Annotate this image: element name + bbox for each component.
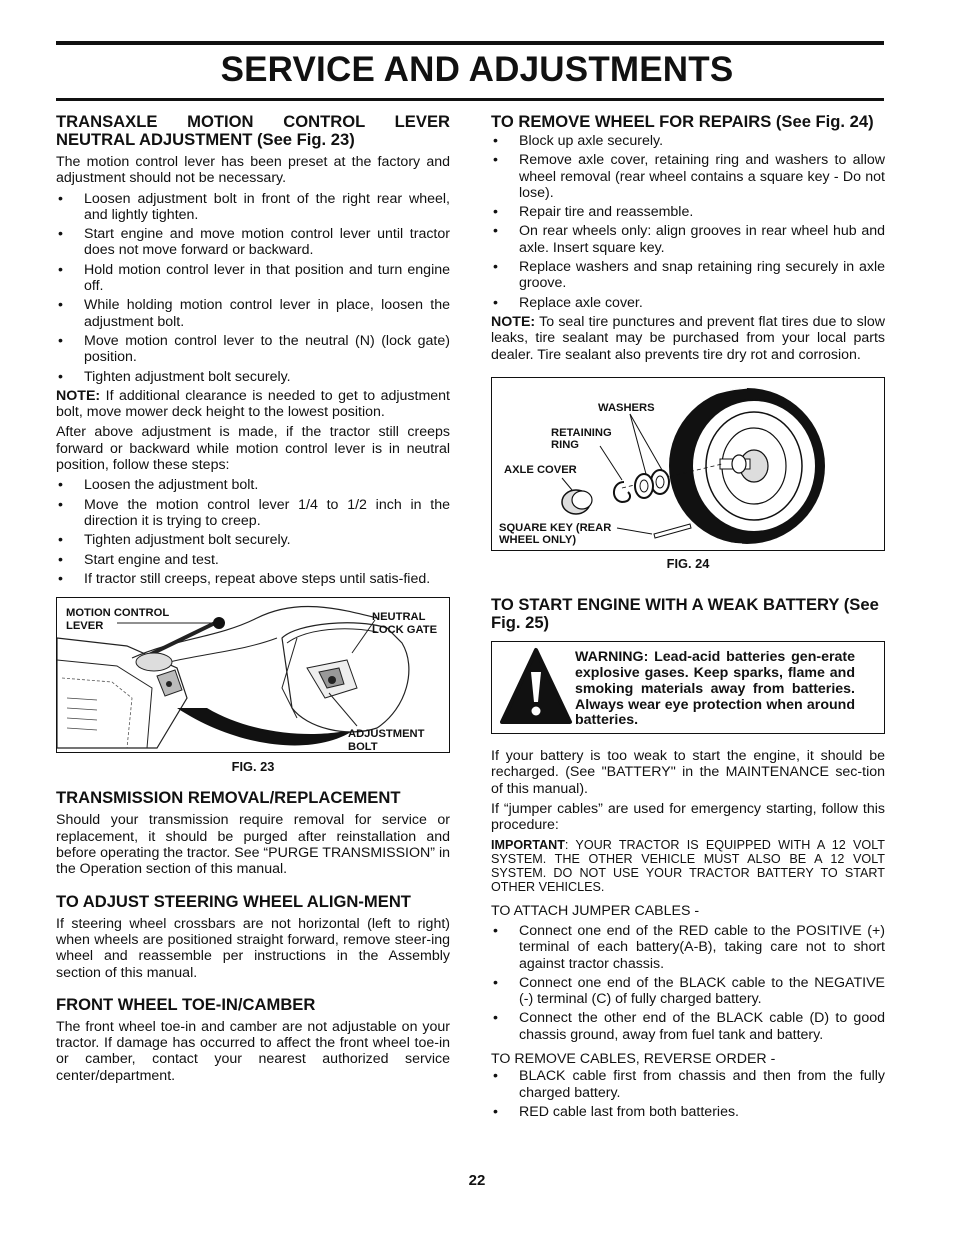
toein-text: The front wheel toe-in and camber are not adjustable on your tractor. If damage has occurred to affect the front wheel toe-in or camber, contact your nearest authorized service center/department. — [56, 1018, 450, 1084]
transaxle-after: After above adjustment is made, if the tractor still creeps forward or backward while motion control lever is in neutral position, follow these steps: — [56, 424, 450, 474]
important-text: : YOUR TRACTOR IS EQUIPPED WITH A 12 VOLT SYSTEM. THE OTHER VEHICLE MUST ALSO BE A 12 VOLT SYSTEM. DO NOT USE YOUR TRACTOR BATTERY TO START OTHER VEHICLES. — [491, 837, 885, 894]
figure-24 — [491, 377, 885, 551]
transaxle-intro: The motion control lever has been preset at the factory and adjustment should not be necessary. — [56, 154, 450, 187]
list-item: • Connect the other end of the BLACK cable (D) to good chassis ground, away from fuel tank and battery. — [491, 1010, 885, 1043]
note-label: NOTE: — [56, 387, 101, 404]
list-item: • Connect one end of the BLACK cable to the NEGATIVE (-) terminal (C) of fully charged battery. — [491, 975, 885, 1008]
important-note — [491, 838, 885, 894]
list-item: • Tighten adjustment bolt securely. — [56, 369, 450, 385]
note-text: If additional clearance is needed to get to adjustment bolt, move mower deck height to the lowest position. — [56, 387, 450, 421]
page-number: 22 — [468, 1172, 486, 1189]
list-item: • Move the motion control lever 1/4 to 1/2 inch in the direction it is trying to creep. — [56, 497, 450, 530]
transaxle-steps-2 — [56, 477, 450, 587]
toein-heading: FRONT WHEEL TOE-IN/CAMBER — [56, 994, 316, 1014]
transaxle-note — [56, 388, 450, 421]
top-rule — [56, 41, 884, 45]
transaxle-steps — [56, 191, 450, 385]
right-column — [491, 113, 885, 1123]
note-label: NOTE: — [491, 313, 536, 330]
attach-steps — [491, 923, 885, 1043]
transmission-section — [56, 789, 450, 877]
wheel-steps — [491, 133, 885, 311]
list-item: • Tighten adjustment bolt securely. — [56, 532, 450, 548]
toein-section — [56, 996, 450, 1084]
steering-heading: TO ADJUST STEERING WHEEL ALIGN-MENT — [56, 891, 411, 911]
left-column — [56, 113, 450, 1088]
list-item: • On rear wheels only: align grooves in rear wheel hub and axle. Insert square key. — [491, 223, 885, 256]
warning-box — [491, 641, 885, 734]
label-square-key: SQUARE KEY (REAR WHEEL ONLY) — [499, 521, 612, 547]
remove-steps — [491, 1068, 885, 1120]
list-item: • Replace washers and snap retaining ring securely in axle groove. — [491, 259, 885, 292]
wheel-section — [491, 113, 885, 363]
label-motion-control-lever: MOTION CONTROL LEVER — [66, 607, 170, 632]
transmission-text: Should your transmission require removal for service or replacement, it should be purged after reinstallation and before operating the tractor. See “PURGE TRANSMISSION” in the Operation section of this manual. — [56, 812, 450, 878]
list-item: • While holding motion control lever in place, loosen the adjustment bolt. — [56, 297, 450, 330]
transaxle-heading: TRANSAXLE MOTION CONTROL LEVER NEUTRAL ADJUSTMENT (See Fig. 23) — [56, 112, 450, 149]
list-item: • Start engine and test. — [56, 552, 450, 568]
battery-p1: If your battery is too weak to start the engine, it should be recharged. (See "BATTERY" in the MAINTENANCE sec-tion of this manual). — [491, 748, 885, 797]
warning-triangle-icon — [498, 644, 574, 732]
attach-heading: TO ATTACH JUMPER CABLES - — [491, 902, 700, 919]
wheel-note — [491, 314, 885, 363]
list-item: • Repair tire and reassemble. — [491, 204, 885, 220]
warning-label: WARNING — [575, 649, 644, 666]
page-title: SERVICE AND ADJUSTMENTS — [220, 50, 734, 89]
note-text: To seal tire punctures and prevent flat tires due to slow leaks, tire sealant may be purchased from your local parts dealer. Tire sealant also prevents tire dry rot and corrosion. — [491, 313, 885, 363]
list-item: • Move motion control lever to the neutral (N) (lock gate) position. — [56, 333, 450, 366]
list-item: • RED cable last from both batteries. — [491, 1104, 885, 1120]
battery-section — [491, 596, 885, 1120]
wheel-heading: TO REMOVE WHEEL FOR REPAIRS (See Fig. 24) — [491, 112, 874, 131]
steering-section — [56, 893, 450, 981]
transmission-heading: TRANSMISSION REMOVAL/REPLACEMENT — [56, 788, 401, 808]
list-item: • Block up axle securely. — [491, 133, 885, 149]
label-axle-cover: AXLE COVER — [504, 463, 577, 476]
title-rule — [56, 98, 884, 101]
list-item: • Replace axle cover. — [491, 295, 885, 311]
important-label: IMPORTANT — [491, 837, 565, 852]
figure-23 — [56, 597, 450, 753]
figure-23-caption: FIG. 23 — [231, 759, 275, 775]
list-item: • Remove axle cover, retaining ring and washers to allow wheel removal (rear wheel contains a square key - Do not lose). — [491, 152, 885, 201]
battery-p2: If “jumper cables” are used for emergency starting, follow this procedure: — [491, 801, 885, 834]
steering-text: If steering wheel crossbars are not horizontal (left to right) when wheels are positioned straight forward, remove steer-ing wheel and reassemble per instructions in the Assembly section of this manual. — [56, 915, 450, 981]
warning-body: : Lead-acid batteries gen-erate explosive gases. Keep sparks, flame and smoking materials away from batteries. Always wear eye protection when around batteries. — [575, 649, 855, 729]
remove-heading: TO REMOVE CABLES, REVERSE ORDER - — [491, 1051, 776, 1068]
figure-24-caption: FIG. 24 — [666, 555, 710, 571]
battery-heading: TO START ENGINE WITH A WEAK BATTERY (See Fig. 25) — [491, 595, 879, 633]
warning-text — [575, 650, 855, 729]
label-retaining-ring: RETAINING RING — [551, 426, 612, 452]
label-adjustment-bolt: ADJUSTMENT BOLT — [348, 728, 425, 753]
label-neutral-lock-gate: NEUTRAL LOCK GATE — [372, 611, 438, 636]
list-item: • BLACK cable first from chassis and then from the fully charged battery. — [491, 1068, 885, 1101]
list-item: • Loosen the adjustment bolt. — [56, 477, 450, 493]
transaxle-section — [56, 113, 450, 587]
list-item: • Loosen adjustment bolt in front of the right rear wheel, and lightly tighten. — [56, 191, 450, 224]
list-item: • Hold motion control lever in that position and turn engine off. — [56, 262, 450, 295]
list-item: • Start engine and move motion control lever until tractor does not move forward or backward. — [56, 226, 450, 259]
list-item: • Connect one end of the RED cable to the POSITIVE (+) terminal of each battery(A-B), taking care not to short against tractor chassis. — [491, 923, 885, 972]
label-washers: WASHERS — [598, 401, 655, 414]
list-item: • If tractor still creeps, repeat above steps until satis-fied. — [56, 571, 450, 587]
